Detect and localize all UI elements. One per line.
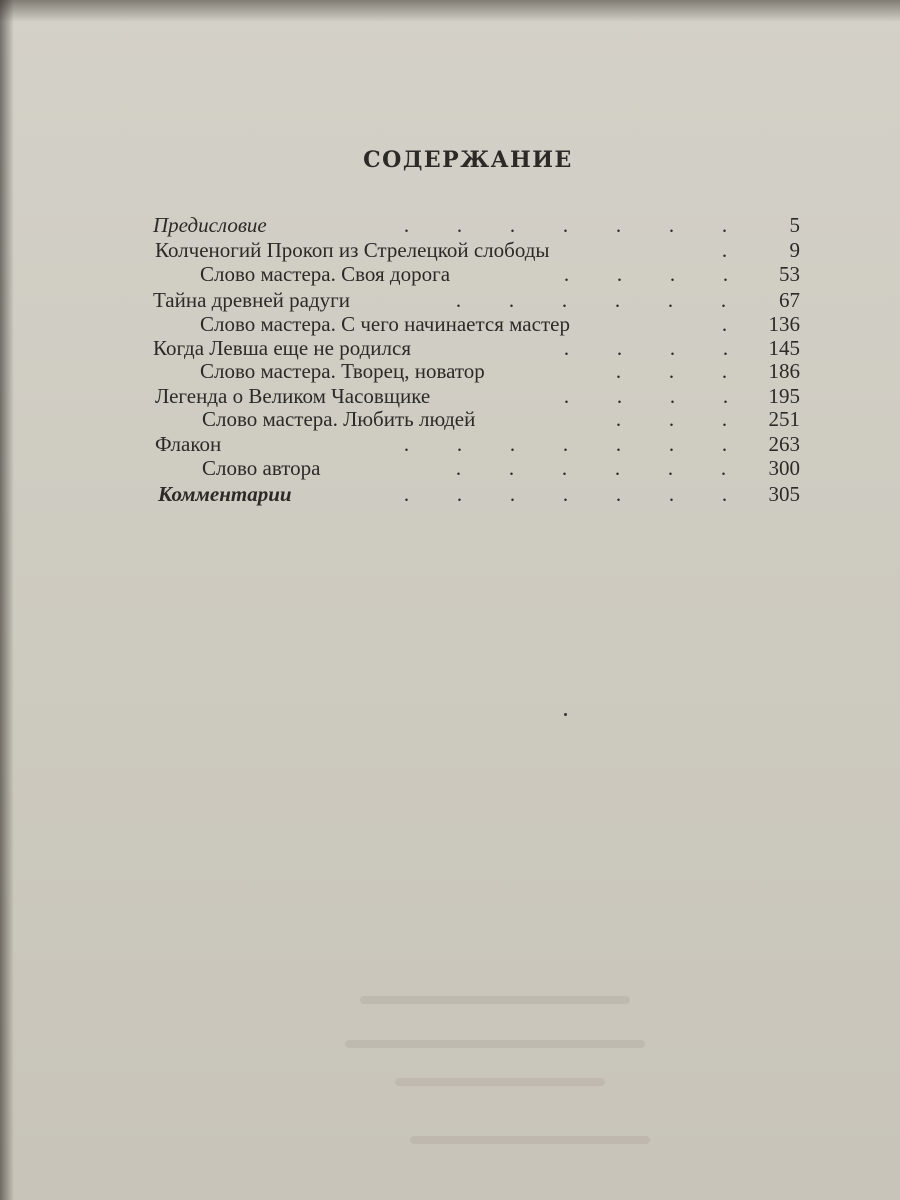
toc-entry [0, 212, 900, 238]
toc-entry-label: Когда Левша еще не родился [153, 336, 412, 360]
toc-entry-label: Слово мастера. Любить людей [202, 407, 476, 431]
toc-entry-label: Слово мастера. Своя дорога [200, 262, 451, 286]
toc-entry-label: Предисловие [153, 213, 267, 237]
show-through-line [410, 1136, 650, 1144]
toc-entry-page: 300 [768, 456, 800, 480]
toc-leader-dots: . . . [615, 407, 728, 431]
toc-entry-page: 251 [768, 407, 800, 431]
toc-entry-page: 263 [768, 432, 800, 456]
toc-entry-label: Флакон [155, 432, 222, 456]
toc-entry-page: 67 [779, 288, 800, 312]
toc-entry-page: 305 [768, 482, 800, 506]
toc-entry [0, 237, 900, 263]
toc-entry [0, 406, 900, 432]
toc-leader-dots: . . . . . . . [403, 482, 728, 506]
toc-entry-page: 9 [789, 238, 800, 262]
toc-leader-dots: . . . . . . [455, 288, 727, 312]
toc-leader-dots: . . . [615, 359, 728, 383]
show-through-line [360, 996, 630, 1004]
toc-leader-dots: . . . . [563, 384, 729, 408]
toc-leader-dots: . . . . . . . [403, 213, 728, 237]
toc-entry-label: Комментарии [158, 482, 292, 506]
toc-leader-dots: . . . . . . [455, 456, 727, 480]
toc-leader-dots: . . . . [563, 262, 729, 286]
toc-entry-label: Слово мастера. Творец, новатор [200, 359, 485, 383]
toc-leader-dots: . . . . [563, 336, 729, 360]
toc-entry [0, 431, 900, 457]
toc-entry-page: 195 [768, 384, 800, 408]
toc-entry-page: 145 [768, 336, 800, 360]
toc-entry [0, 311, 900, 337]
paper-speck [564, 713, 567, 716]
toc-leader-dots: . [721, 238, 728, 262]
toc-entry [0, 455, 900, 481]
toc-entry-page: 186 [768, 359, 800, 383]
toc-entry-label: Слово автора [202, 456, 321, 480]
toc-entry [0, 261, 900, 287]
toc-entry-label: Слово мастера. С чего начинается мастер [200, 312, 570, 336]
toc-entry [0, 481, 900, 507]
toc-entry-page: 136 [768, 312, 800, 336]
toc-entry [0, 287, 900, 313]
toc-leader-dots: . . . . . . . [403, 432, 728, 456]
toc-entry-label: Колченогий Прокоп из Стрелецкой слободы [155, 238, 550, 262]
toc-entry-label: Легенда о Великом Часовщике [155, 384, 431, 408]
toc-entry [0, 358, 900, 384]
show-through-line [345, 1040, 645, 1048]
toc-entry-label: Тайна древней радуги [153, 288, 350, 312]
show-through-line [395, 1078, 605, 1086]
toc-entry-page: 5 [789, 213, 800, 237]
toc-leader-dots: . [721, 312, 728, 336]
toc-title: СОДЕРЖАНИЕ [363, 147, 573, 173]
toc-entry-page: 53 [779, 262, 800, 286]
